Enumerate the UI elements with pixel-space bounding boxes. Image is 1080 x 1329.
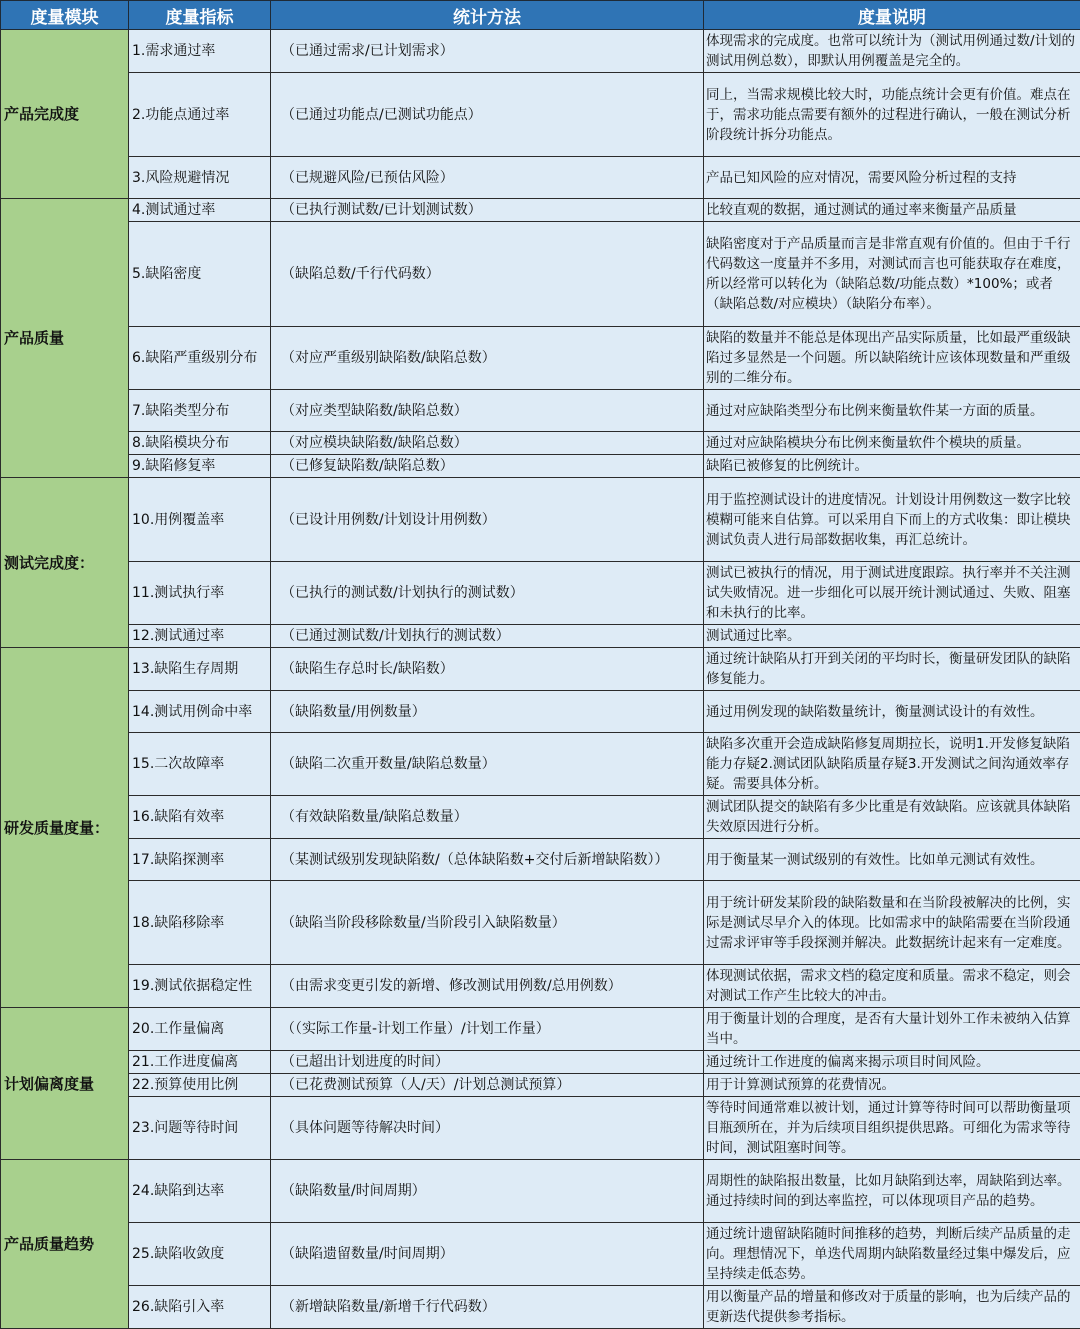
method-cell: （对应类型缺陷数/缺陷总数） bbox=[271, 390, 704, 432]
table-row bbox=[1, 691, 1080, 733]
description-cell: 缺陷多次重开会造成缺陷修复周期拉长，说明1.开发修复缺陷能力存疑2.测试团队缺陷质量存疑3.开发测试之间沟通效率存疑。需要具体分析。 bbox=[704, 733, 1080, 796]
table-row bbox=[1, 562, 1080, 625]
metric-cell: 13.缺陷生存周期 bbox=[129, 648, 271, 691]
method-cell: （缺陷总数/千行代码数） bbox=[271, 222, 704, 327]
method-cell: （已执行的测试数/计划执行的测试数） bbox=[271, 562, 704, 625]
method-cell: （缺陷数量/用例数量） bbox=[271, 691, 704, 733]
description-cell: 等待时间通常难以被计划，通过计算等待时间可以帮助衡量项目瓶颈所在，并为后续项目组织提供思路。可细化为需求等待时间，测试阻塞时间等。 bbox=[704, 1097, 1080, 1160]
metric-cell: 4.测试通过率 bbox=[129, 199, 271, 222]
table-row bbox=[1, 965, 1080, 1008]
table-row bbox=[1, 733, 1080, 796]
table-row bbox=[1, 432, 1080, 455]
metric-cell: 20.工作量偏离 bbox=[129, 1008, 271, 1051]
table-row bbox=[1, 222, 1080, 327]
table-row bbox=[1, 1008, 1080, 1051]
method-cell: （缺陷当阶段移除数量/当阶段引入缺陷数量） bbox=[271, 881, 704, 965]
table-row bbox=[1, 157, 1080, 199]
description-cell: 缺陷密度对于产品质量而言是非常直观有价值的。但由于千行代码数这一度量并不多用，对测试而言也可能获取存在难度，所以经常可以转化为（缺陷总数/功能点数）*100%；或者（缺陷总数/对应模块）（缺陷分布率）。 bbox=[704, 222, 1080, 327]
description-cell: 测试通过比率。 bbox=[704, 625, 1080, 648]
header-description: 度量说明 bbox=[704, 1, 1080, 30]
table-row bbox=[1, 478, 1080, 562]
metric-cell: 3.风险规避情况 bbox=[129, 157, 271, 199]
method-cell: （已花费测试预算（人/天）/计划总测试预算） bbox=[271, 1074, 704, 1097]
metric-cell: 7.缺陷类型分布 bbox=[129, 390, 271, 432]
description-cell: 测试团队提交的缺陷有多少比重是有效缺陷。应该就具体缺陷失效原因进行分析。 bbox=[704, 796, 1080, 839]
metric-cell: 6.缺陷严重级别分布 bbox=[129, 327, 271, 390]
table-row bbox=[1, 1286, 1080, 1329]
table-row bbox=[1, 1051, 1080, 1074]
method-cell: （已设计用例数/计划设计用例数） bbox=[271, 478, 704, 562]
method-cell: （已执行测试数/已计划测试数） bbox=[271, 199, 704, 222]
description-cell: 用于衡量计划的合理度，是否有大量计划外工作未被纳入估算当中。 bbox=[704, 1008, 1080, 1051]
metric-cell: 15.二次故障率 bbox=[129, 733, 271, 796]
metric-cell: 24.缺陷到达率 bbox=[129, 1160, 271, 1223]
metric-cell: 2.功能点通过率 bbox=[129, 73, 271, 157]
metric-cell: 1.需求通过率 bbox=[129, 30, 271, 73]
method-cell: （已通过功能点/已测试功能点） bbox=[271, 73, 704, 157]
metric-cell: 23.问题等待时间 bbox=[129, 1097, 271, 1160]
module-cell: 计划偏离度量 bbox=[1, 1008, 129, 1160]
method-cell: （对应模块缺陷数/缺陷总数） bbox=[271, 432, 704, 455]
description-cell: 缺陷已被修复的比例统计。 bbox=[704, 455, 1080, 478]
table-row bbox=[1, 839, 1080, 881]
table-row bbox=[1, 390, 1080, 432]
header-metric: 度量指标 bbox=[129, 1, 271, 30]
table-row bbox=[1, 73, 1080, 157]
description-cell: 通过用例发现的缺陷数量统计，衡量测试设计的有效性。 bbox=[704, 691, 1080, 733]
method-cell: （已通过需求/已计划需求） bbox=[271, 30, 704, 73]
method-cell: （（实际工作量-计划工作量）/计划工作量） bbox=[271, 1008, 704, 1051]
metric-cell: 17.缺陷探测率 bbox=[129, 839, 271, 881]
table-row bbox=[1, 1097, 1080, 1160]
description-cell: 用于监控测试设计的进度情况。计划设计用例数这一数字比较模糊可能来自估算。可以采用自下而上的方式收集：即让模块测试负责人进行局部数据收集，再汇总统计。 bbox=[704, 478, 1080, 562]
description-cell: 通过统计遗留缺陷随时间推移的趋势，判断后续产品质量的走向。理想情况下，单迭代周期内缺陷数量经过集中爆发后，应呈持续走低态势。 bbox=[704, 1223, 1080, 1286]
table-row bbox=[1, 1074, 1080, 1097]
description-cell: 用于计算测试预算的花费情况。 bbox=[704, 1074, 1080, 1097]
table-row bbox=[1, 648, 1080, 691]
table-row bbox=[1, 199, 1080, 222]
description-cell: 体现测试依据，需求文档的稳定度和质量。需求不稳定，则会对测试工作产生比较大的冲击。 bbox=[704, 965, 1080, 1008]
description-cell: 通过统计工作进度的偏离来揭示项目时间风险。 bbox=[704, 1051, 1080, 1074]
metric-cell: 22.预算使用比例 bbox=[129, 1074, 271, 1097]
method-cell: （新增缺陷数量/新增千行代码数） bbox=[271, 1286, 704, 1329]
method-cell: （具体问题等待解决时间） bbox=[271, 1097, 704, 1160]
metric-cell: 5.缺陷密度 bbox=[129, 222, 271, 327]
metric-cell: 12.测试通过率 bbox=[129, 625, 271, 648]
metric-cell: 11.测试执行率 bbox=[129, 562, 271, 625]
header-module: 度量模块 bbox=[1, 1, 129, 30]
metric-cell: 9.缺陷修复率 bbox=[129, 455, 271, 478]
metric-cell: 19.测试依据稳定性 bbox=[129, 965, 271, 1008]
method-cell: （缺陷二次重开数量/缺陷总数量） bbox=[271, 733, 704, 796]
description-cell: 同上，当需求规模比较大时，功能点统计会更有价值。难点在于，需求功能点需要有额外的过程进行确认，一般在测试分析阶段统计拆分功能点。 bbox=[704, 73, 1080, 157]
description-cell: 通过统计缺陷从打开到关闭的平均时长，衡量研发团队的缺陷修复能力。 bbox=[704, 648, 1080, 691]
header-row bbox=[1, 1, 1080, 30]
method-cell: （已修复缺陷数/缺陷总数） bbox=[271, 455, 704, 478]
metric-cell: 26.缺陷引入率 bbox=[129, 1286, 271, 1329]
method-cell: （对应严重级别缺陷数/缺陷总数） bbox=[271, 327, 704, 390]
method-cell: （由需求变更引发的新增、修改测试用例数/总用例数） bbox=[271, 965, 704, 1008]
method-cell: （某测试级别发现缺陷数/（总体缺陷数+交付后新增缺陷数）） bbox=[271, 839, 704, 881]
description-cell: 缺陷的数量并不能总是体现出产品实际质量，比如最严重级缺陷过多显然是一个问题。所以缺陷统计应该体现数量和严重级别的二维分布。 bbox=[704, 327, 1080, 390]
table-row bbox=[1, 327, 1080, 390]
table-row bbox=[1, 30, 1080, 73]
header-method: 统计方法 bbox=[271, 1, 704, 30]
metric-cell: 10.用例覆盖率 bbox=[129, 478, 271, 562]
metric-cell: 14.测试用例命中率 bbox=[129, 691, 271, 733]
description-cell: 比较直观的数据，通过测试的通过率来衡量产品质量 bbox=[704, 199, 1080, 222]
method-cell: （缺陷数量/时间周期） bbox=[271, 1160, 704, 1223]
method-cell: （有效缺陷数量/缺陷总数量） bbox=[271, 796, 704, 839]
description-cell: 体现需求的完成度。也常可以统计为（测试用例通过数/计划的测试用例总数），即默认用例覆盖是完全的。 bbox=[704, 30, 1080, 73]
description-cell: 用于衡量某一测试级别的有效性。比如单元测试有效性。 bbox=[704, 839, 1080, 881]
table-row bbox=[1, 455, 1080, 478]
module-cell: 产品质量趋势 bbox=[1, 1160, 129, 1329]
description-cell: 用于统计研发某阶段的缺陷数量和在当阶段被解决的比例，实际是测试尽早介入的体现。比如需求中的缺陷需要在当阶段通过需求评审等手段探测并解决。此数据统计起来有一定难度。 bbox=[704, 881, 1080, 965]
description-cell: 测试已被执行的情况，用于测试进度跟踪。执行率并不关注测试失败情况。进一步细化可以展开统计测试通过、失败、阻塞和未执行的比率。 bbox=[704, 562, 1080, 625]
module-cell: 研发质量度量： bbox=[1, 648, 129, 1008]
description-cell: 产品已知风险的应对情况，需要风险分析过程的支持 bbox=[704, 157, 1080, 199]
metric-cell: 25.缺陷收敛度 bbox=[129, 1223, 271, 1286]
module-cell: 测试完成度： bbox=[1, 478, 129, 648]
metric-cell: 8.缺陷模块分布 bbox=[129, 432, 271, 455]
method-cell: （已超出计划进度的时间） bbox=[271, 1051, 704, 1074]
table-row bbox=[1, 881, 1080, 965]
table-row bbox=[1, 796, 1080, 839]
method-cell: （缺陷遗留数量/时间周期） bbox=[271, 1223, 704, 1286]
metric-cell: 18.缺陷移除率 bbox=[129, 881, 271, 965]
table-row bbox=[1, 1160, 1080, 1223]
module-cell: 产品质量 bbox=[1, 199, 129, 478]
table-body bbox=[1, 30, 1080, 1329]
description-cell: 通过对应缺陷模块分布比例来衡量软件个模块的质量。 bbox=[704, 432, 1080, 455]
metric-cell: 21.工作进度偏离 bbox=[129, 1051, 271, 1074]
method-cell: （已通过测试数/计划执行的测试数） bbox=[271, 625, 704, 648]
table-row bbox=[1, 1223, 1080, 1286]
method-cell: （缺陷生存总时长/缺陷数） bbox=[271, 648, 704, 691]
description-cell: 用以衡量产品的增量和修改对于质量的影响，也为后续产品的更新迭代提供参考指标。 bbox=[704, 1286, 1080, 1329]
description-cell: 通过对应缺陷类型分布比例来衡量软件某一方面的质量。 bbox=[704, 390, 1080, 432]
module-cell: 产品完成度 bbox=[1, 30, 129, 199]
method-cell: （已规避风险/已预估风险） bbox=[271, 157, 704, 199]
table-row bbox=[1, 625, 1080, 648]
metric-cell: 16.缺陷有效率 bbox=[129, 796, 271, 839]
description-cell: 周期性的缺陷报出数量，比如月缺陷到达率，周缺陷到达率。通过持续时间的到达率监控，可以体现项目产品的趋势。 bbox=[704, 1160, 1080, 1223]
